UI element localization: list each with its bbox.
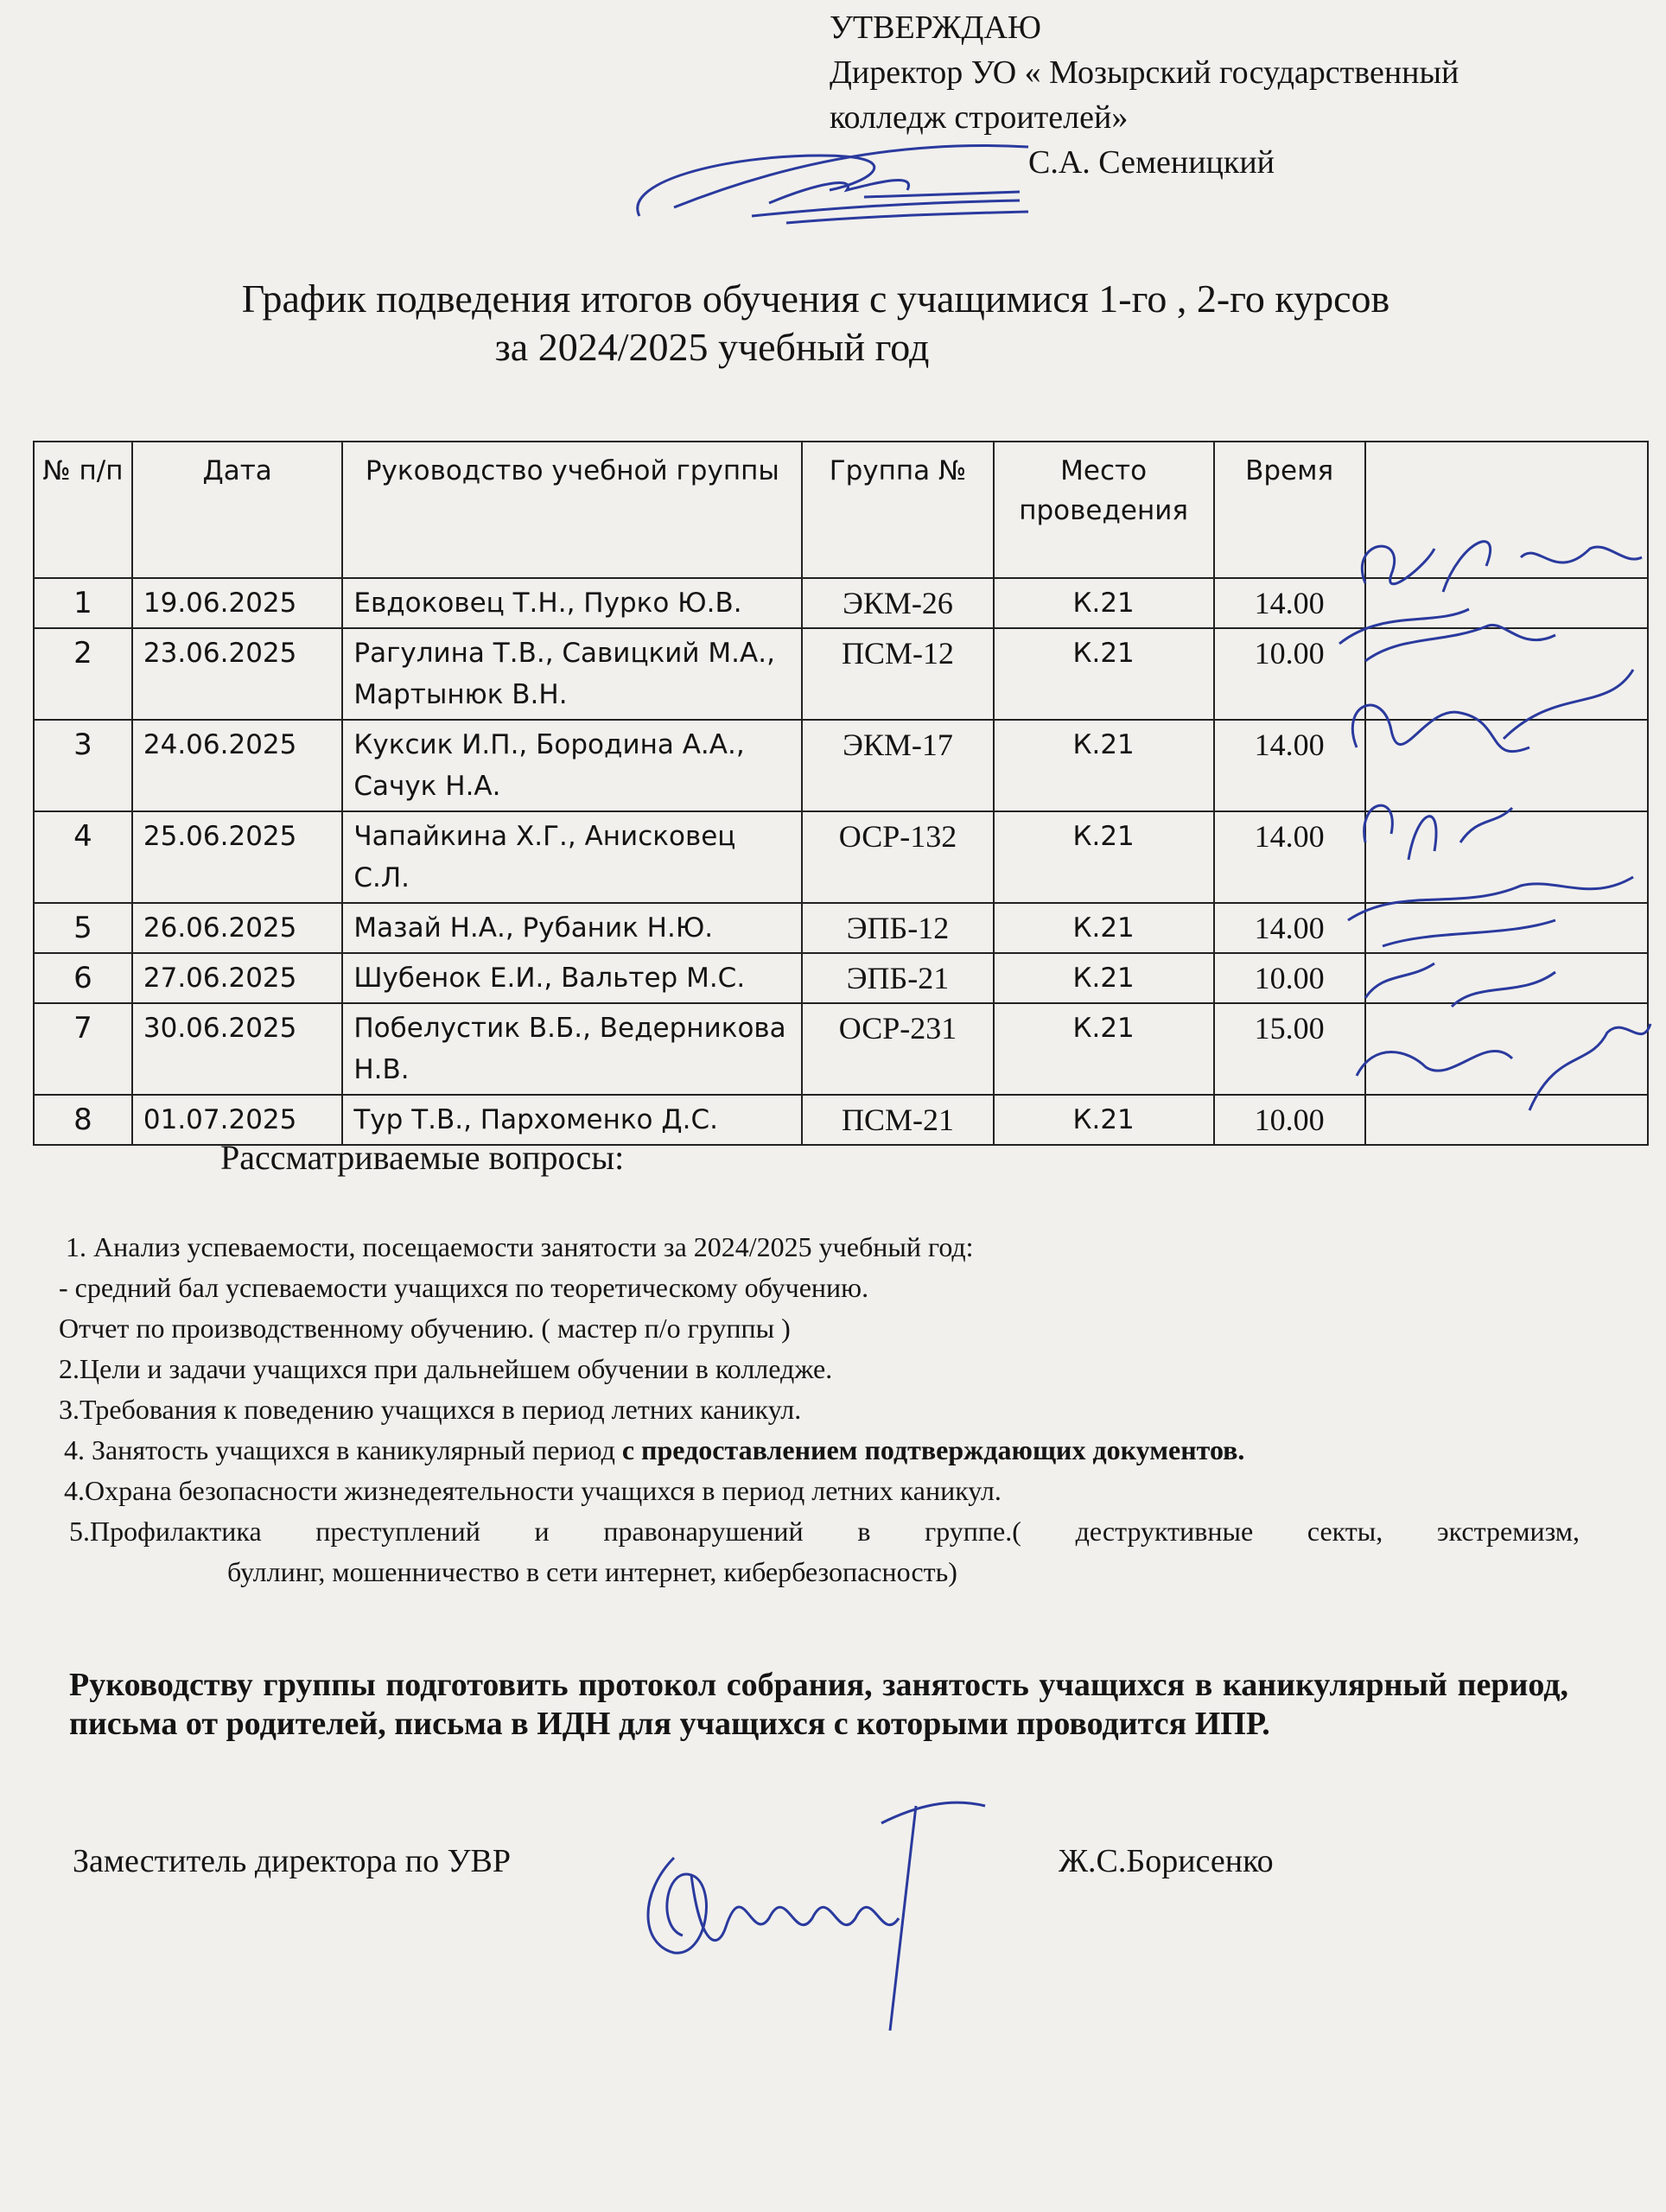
title-line2: за 2024/2025 учебный год bbox=[494, 325, 930, 369]
question-4-text: 4. Занятость учащихся в каникулярный период bbox=[64, 1434, 622, 1465]
row-num: 4 bbox=[34, 811, 132, 903]
row-group: ЭКМ-17 bbox=[802, 720, 993, 811]
approval-line2: колледж строителей» bbox=[830, 99, 1129, 136]
row-time: 14.00 bbox=[1214, 903, 1365, 953]
row-num: 8 bbox=[34, 1095, 132, 1145]
question-4b: 4.Охрана безопасности жизнедеятельности учащихся в период летних каникул. bbox=[64, 1475, 1002, 1506]
row-signature bbox=[1365, 628, 1648, 720]
row-num: 3 bbox=[34, 720, 132, 811]
document-title bbox=[0, 275, 1666, 372]
row-signature bbox=[1365, 811, 1648, 903]
row-leaders: Евдоковец Т.Н., Пурко Ю.В. bbox=[342, 578, 802, 628]
row-signature bbox=[1365, 720, 1648, 811]
row-signature bbox=[1365, 953, 1648, 1003]
instruction-note: Руководству группы подготовить протокол собрания, занятость учащихся в каникулярный период, письма от родителей, письма в ИДН для учащихся с которыми проводится ИПР. bbox=[69, 1667, 1568, 1742]
table-row bbox=[34, 811, 1648, 903]
row-time: 10.00 bbox=[1214, 953, 1365, 1003]
row-group: ПСМ-21 bbox=[802, 1095, 993, 1145]
row-time: 15.00 bbox=[1214, 1003, 1365, 1095]
row-place: К.21 bbox=[994, 628, 1214, 720]
question-4-bold: с предоставлением подтверждающих документов. bbox=[621, 1434, 1245, 1465]
question-1a: - средний бал успеваемости учащихся по теоретическому обучению. bbox=[59, 1272, 869, 1303]
approval-block bbox=[830, 5, 1459, 185]
row-date: 26.06.2025 bbox=[132, 903, 343, 953]
row-date: 24.06.2025 bbox=[132, 720, 343, 811]
row-date: 30.06.2025 bbox=[132, 1003, 343, 1095]
row-date: 23.06.2025 bbox=[132, 628, 343, 720]
header-leaders: Руководство учебной группы bbox=[342, 442, 802, 578]
row-leaders: Чапайкина Х.Г., Анисковец С.Л. bbox=[342, 811, 802, 903]
questions-heading: Рассматриваемые вопросы: bbox=[220, 1138, 625, 1177]
row-place: К.21 bbox=[994, 578, 1214, 628]
table-row bbox=[34, 720, 1648, 811]
table-row bbox=[34, 628, 1648, 720]
header-group: Группа № bbox=[802, 442, 993, 578]
header-num: № п/п bbox=[34, 442, 132, 578]
question-3: 3.Требования к поведению учащихся в период летних каникул. bbox=[59, 1394, 802, 1425]
header-date: Дата bbox=[132, 442, 343, 578]
header-place: Место проведения bbox=[994, 442, 1214, 578]
approval-line1: Директор УО « Мозырский государственный bbox=[830, 54, 1459, 91]
row-group: ПСМ-12 bbox=[802, 628, 993, 720]
table-row bbox=[34, 953, 1648, 1003]
row-leaders: Побелустик В.Б., Ведерникова Н.В. bbox=[342, 1003, 802, 1095]
row-place: К.21 bbox=[994, 903, 1214, 953]
row-place: К.21 bbox=[994, 953, 1214, 1003]
row-group: ЭПБ-12 bbox=[802, 903, 993, 953]
row-signature bbox=[1365, 578, 1648, 628]
deputy-name: Ж.С.Борисенко bbox=[1059, 1843, 1274, 1879]
schedule-table bbox=[33, 441, 1649, 1146]
row-date: 01.07.2025 bbox=[132, 1095, 343, 1145]
title-line1: График подведения итогов обучения с учащимися 1-го , 2-го курсов bbox=[241, 276, 1390, 321]
row-leaders: Тур Т.В., Пархоменко Д.С. bbox=[342, 1095, 802, 1145]
row-num: 6 bbox=[34, 953, 132, 1003]
row-group: ОСР-132 bbox=[802, 811, 993, 903]
row-num: 5 bbox=[34, 903, 132, 953]
row-place: К.21 bbox=[994, 1095, 1214, 1145]
row-group: ОСР-231 bbox=[802, 1003, 993, 1095]
table-row bbox=[34, 578, 1648, 628]
row-group: ЭКМ-26 bbox=[802, 578, 993, 628]
row-leaders: Шубенок Е.И., Вальтер М.С. bbox=[342, 953, 802, 1003]
question-4 bbox=[59, 1430, 1580, 1471]
table-header-row bbox=[34, 442, 1648, 578]
deputy-signature bbox=[622, 1771, 994, 2048]
row-date: 27.06.2025 bbox=[132, 953, 343, 1003]
row-signature bbox=[1365, 1003, 1648, 1095]
row-num: 7 bbox=[34, 1003, 132, 1095]
question-1: 1. Анализ успеваемости, посещаемости занятости за 2024/2025 учебный год: bbox=[66, 1231, 974, 1262]
row-time: 10.00 bbox=[1214, 628, 1365, 720]
questions-list bbox=[59, 1227, 1580, 1592]
row-place: К.21 bbox=[994, 720, 1214, 811]
question-2: 2.Цели и задачи учащихся при дальнейшем обучении в колледже. bbox=[59, 1353, 833, 1384]
row-num: 2 bbox=[34, 628, 132, 720]
row-leaders: Мазай Н.А., Рубаник Н.Ю. bbox=[342, 903, 802, 953]
row-place: К.21 bbox=[994, 1003, 1214, 1095]
row-date: 25.06.2025 bbox=[132, 811, 343, 903]
row-num: 1 bbox=[34, 578, 132, 628]
question-1b: Отчет по производственному обучению. ( мастер п/о группы ) bbox=[59, 1313, 791, 1344]
deputy-position: Заместитель директора по УВР bbox=[73, 1843, 512, 1879]
header-time: Время bbox=[1214, 442, 1365, 578]
approval-name: С.А. Семеницкий bbox=[1028, 144, 1275, 181]
row-time: 14.00 bbox=[1214, 720, 1365, 811]
row-time: 14.00 bbox=[1214, 811, 1365, 903]
row-time: 14.00 bbox=[1214, 578, 1365, 628]
header-signature bbox=[1365, 442, 1648, 578]
table-row bbox=[34, 1003, 1648, 1095]
question-5-cont: буллинг, мошенничество в сети интернет, кибербезопасность) bbox=[227, 1556, 957, 1587]
row-signature bbox=[1365, 903, 1648, 953]
row-signature bbox=[1365, 1095, 1648, 1145]
row-leaders: Куксик И.П., Бородина А.А., Сачук Н.А. bbox=[342, 720, 802, 811]
row-group: ЭПБ-21 bbox=[802, 953, 993, 1003]
row-place: К.21 bbox=[994, 811, 1214, 903]
approval-heading: УТВЕРЖДАЮ bbox=[830, 10, 1041, 46]
table-row bbox=[34, 903, 1648, 953]
question-5: 5.Профилактика преступлений и правонарушений в группе.( деструктивные секты, экстремизм, bbox=[69, 1516, 1580, 1547]
row-date: 19.06.2025 bbox=[132, 578, 343, 628]
row-time: 10.00 bbox=[1214, 1095, 1365, 1145]
row-leaders: Рагулина Т.В., Савицкий М.А., Мартынюк В.Н. bbox=[342, 628, 802, 720]
